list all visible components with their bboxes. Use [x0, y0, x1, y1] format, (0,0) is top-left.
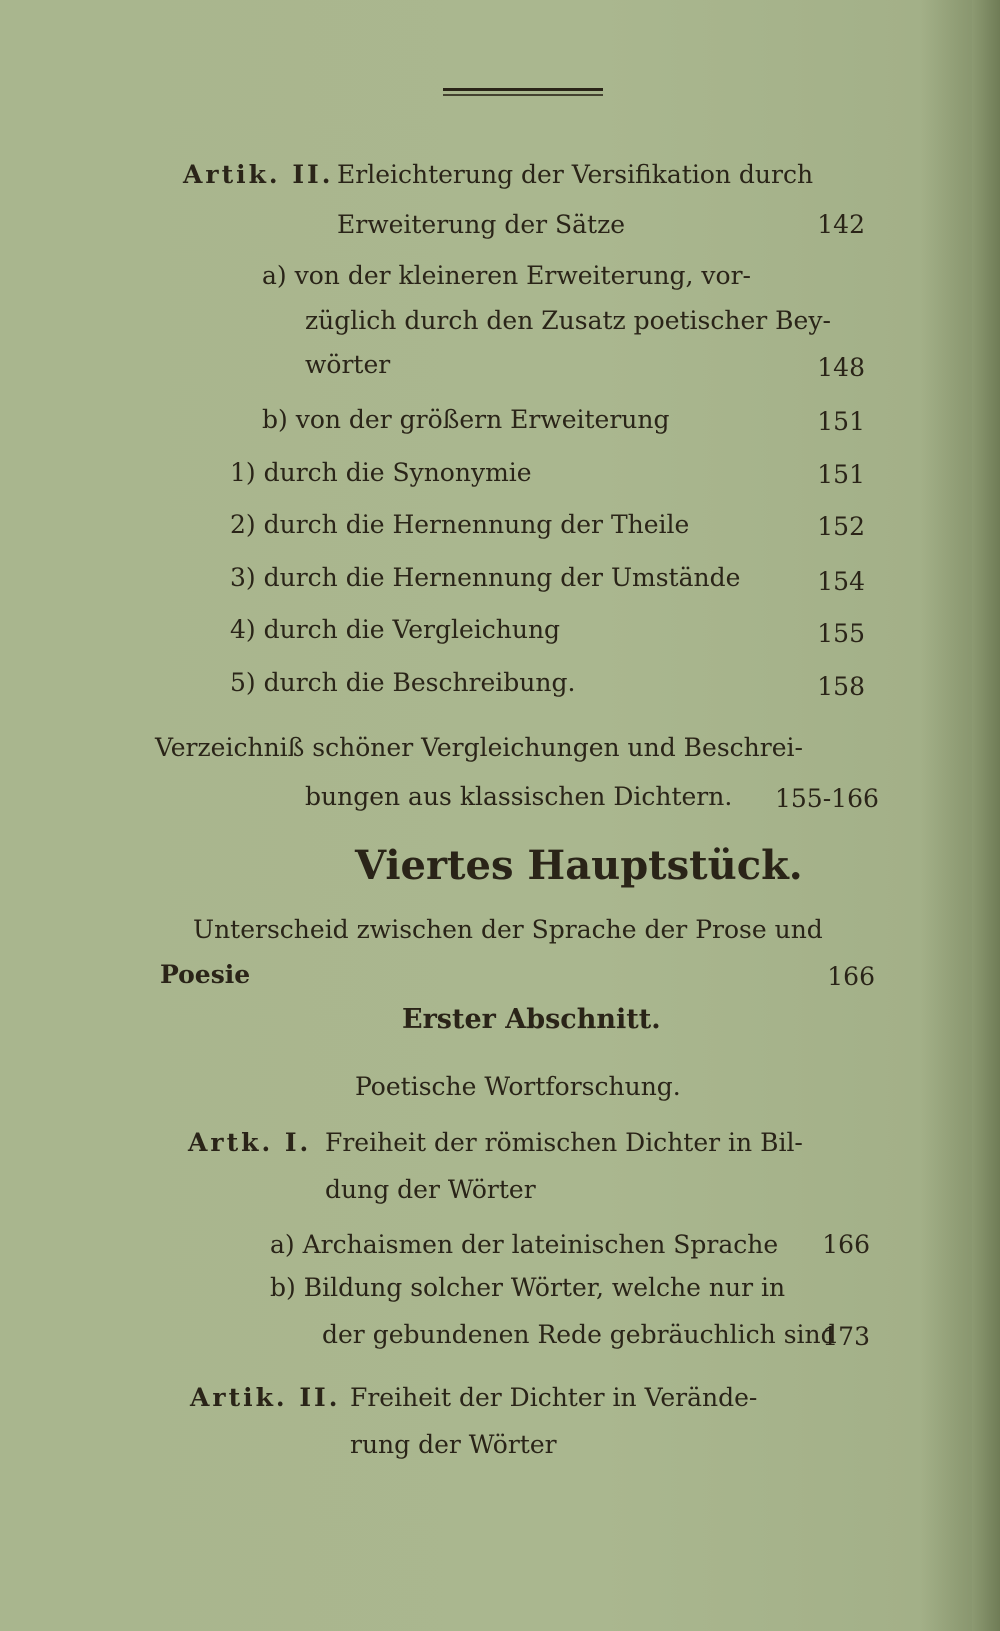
section-subtitle: Poetische Wortforschung. [355, 1072, 681, 1101]
entry-text: wörter [305, 350, 391, 379]
entry-text: Unterscheid zwischen der Sprache der Prose und [193, 915, 823, 944]
page-number: 142 [817, 210, 865, 239]
entry-text: b) Bildung solcher Wörter, welche nur in [270, 1273, 786, 1302]
entry-text: Freiheit der römischen Dichter in Bil- [325, 1128, 803, 1157]
list-item: 4) durch die Vergleichung [230, 615, 561, 644]
section-title: Erster Abschnitt. [402, 1004, 661, 1035]
page-number: 151 [817, 460, 865, 489]
article-label: Artik. II. [190, 1383, 341, 1412]
entry-text: Verzeichniß schöner Vergleichungen und Beschrei- [155, 733, 803, 762]
entry-text: Erweiterung der Sätze [337, 210, 626, 239]
page-number: 151 [817, 407, 865, 436]
entry-text: b) von der größern Erweiterung [262, 405, 670, 434]
page-number: 173 [822, 1322, 870, 1351]
list-item: 5) durch die Beschreibung. [230, 668, 576, 697]
page-number: 166 [827, 962, 875, 991]
entry-text: Poesie [160, 960, 251, 989]
entry-text: a) von der kleineren Erweiterung, vor- [262, 261, 752, 290]
page-number: 155-166 [775, 784, 879, 813]
list-item: 3) durch die Hernennung der Umstände [230, 563, 741, 592]
page-number: 154 [817, 567, 865, 596]
page-number: 148 [817, 353, 865, 382]
page-number: 152 [817, 512, 865, 541]
entry-text: züglich durch den Zusatz poetischer Bey- [305, 306, 831, 335]
ornamental-rule [443, 88, 603, 100]
entry-text: rung der Wörter [350, 1430, 557, 1459]
chapter-title: Viertes Hauptstück. [355, 842, 803, 889]
page-edge [972, 0, 1000, 1631]
page-number: 166 [822, 1230, 870, 1259]
page-number: 155 [817, 619, 865, 648]
entry-text: a) Archaismen der lateinischen Sprache [270, 1230, 779, 1259]
list-item: 1) durch die Synonymie [230, 458, 532, 487]
article-label: Artk. I. [188, 1128, 312, 1157]
entry-text: Erleichterung der Versifikation durch [337, 160, 814, 189]
entry-text: bungen aus klassischen Dichtern. [305, 782, 733, 811]
entry-text: dung der Wörter [325, 1175, 536, 1204]
article-label: Artik. II. [183, 160, 334, 189]
list-item: 2) durch die Hernennung der Theile [230, 510, 690, 539]
page-number: 158 [817, 672, 865, 701]
entry-text: Freiheit der Dichter in Verände- [350, 1383, 758, 1412]
entry-text: der gebundenen Rede gebräuchlich sind [322, 1320, 837, 1349]
